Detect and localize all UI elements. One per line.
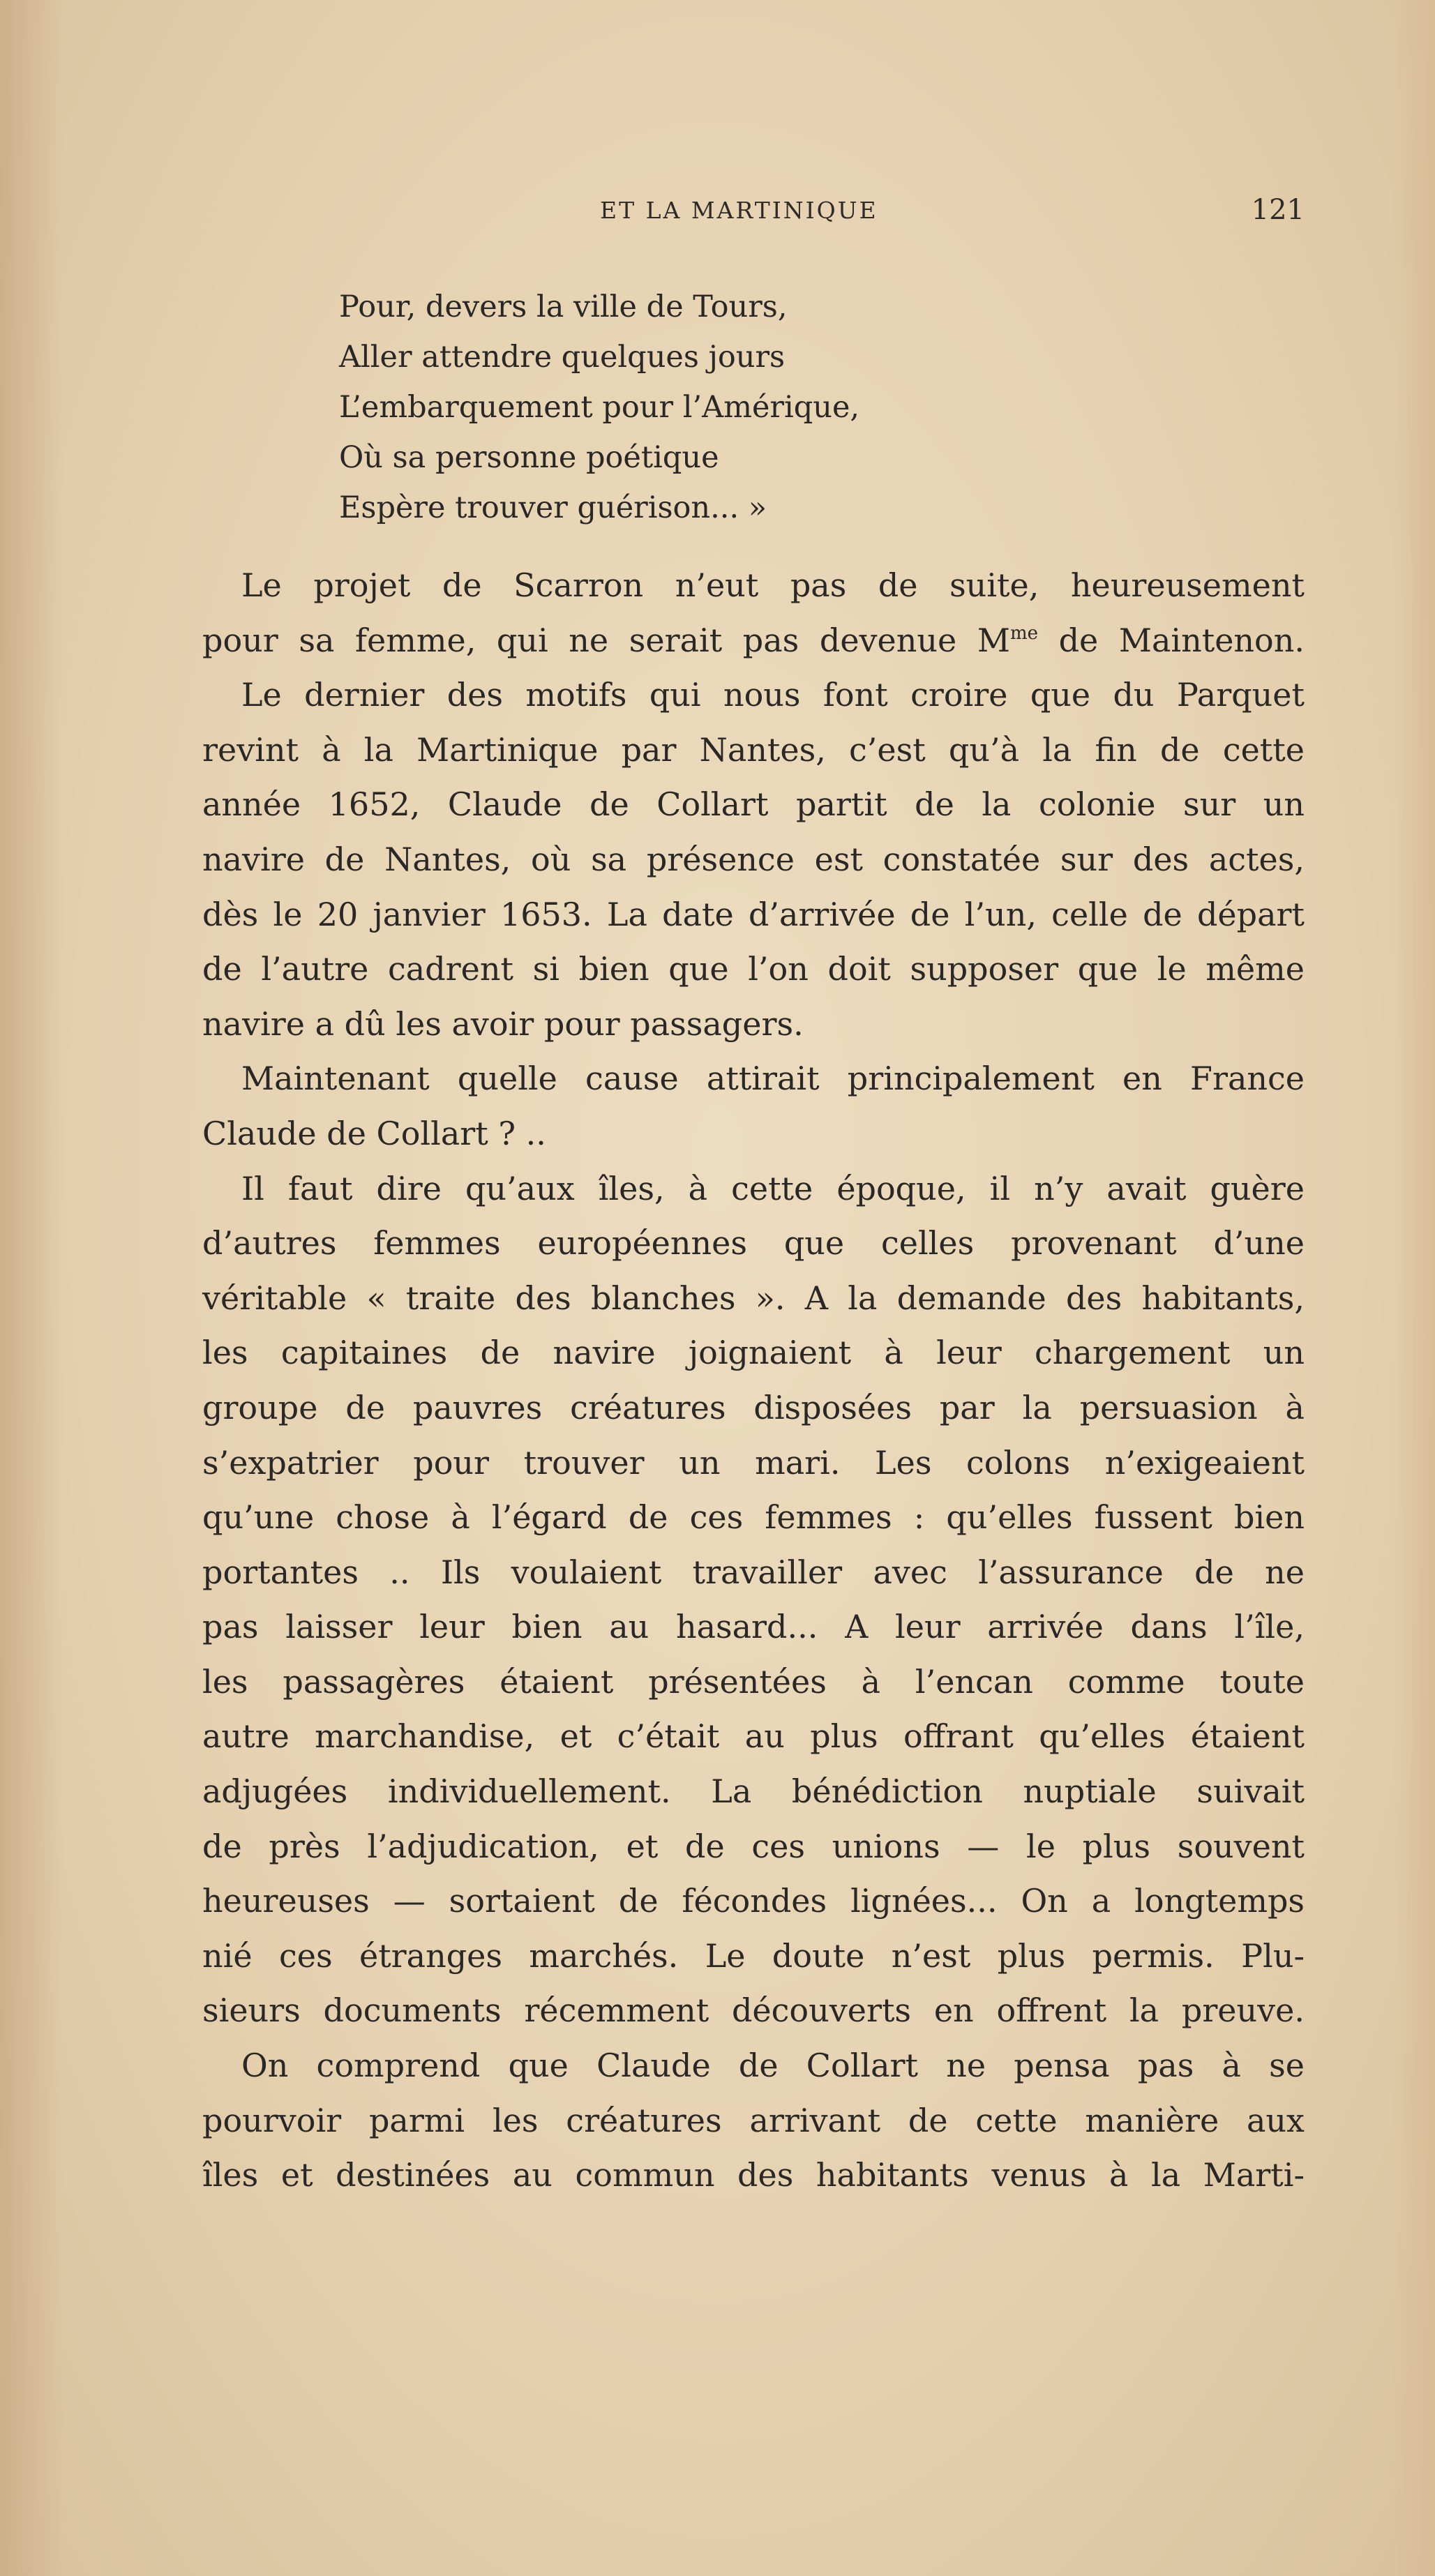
text-line: Le dernier des motifs qui nous font croire que du Parquet bbox=[241, 676, 1305, 714]
text-line: nié ces étranges marchés. Le doute n’est plus permis. Plu- bbox=[202, 1936, 1305, 1975]
text-line: On comprend que Claude de Collart ne pensa pas à se bbox=[241, 2047, 1305, 2085]
text-line: pas laisser leur bien au hasard... A leur arrivée dans l’île, bbox=[202, 1608, 1305, 1646]
page-edge-shadow-right bbox=[1393, 0, 1435, 2576]
text-line: heureuses — sortaient de fécondes lignées... On a longtemps bbox=[202, 1882, 1305, 1920]
text-line: Claude de Collart ? .. bbox=[202, 1114, 546, 1152]
text-line: pourvoir parmi les créatures arrivant de cette manière aux bbox=[202, 2101, 1305, 2139]
text-line: Il faut dire qu’aux îles, à cette époque, il n’y avait guère bbox=[241, 1169, 1305, 1207]
text-line: dès le 20 janvier 1653. La date d’arrivée de l’un, celle de départ bbox=[202, 895, 1305, 933]
verse-line: L’embarquement pour l’Amérique, bbox=[339, 390, 860, 425]
text-line bbox=[202, 613, 1305, 668]
text-line: qu’une chose à l’égard de ces femmes : qu’elles fussent bien bbox=[202, 1498, 1305, 1537]
text-line: îles et destinées au commun des habitants venus à la Marti- bbox=[202, 2156, 1305, 2194]
text-line: s’expatrier pour trouver un mari. Les colons n’exigeaient bbox=[202, 1443, 1305, 1482]
text-line: de près l’adjudication, et de ces unions — le plus souvent bbox=[202, 1827, 1305, 1865]
text-fragment: de Maintenon. bbox=[1037, 621, 1305, 659]
text-line: portantes .. Ils voulaient travailler avec l’assurance de ne bbox=[202, 1553, 1305, 1591]
verse-line: Pour, devers la ville de Tours, bbox=[339, 289, 788, 324]
text-line: revint à la Martinique par Nantes, c’est qu’à la fin de cette bbox=[202, 730, 1305, 769]
text-line: navire a dû les avoir pour passagers. bbox=[202, 1004, 804, 1043]
page-header bbox=[195, 194, 1305, 236]
text-line: Maintenant quelle cause attirait principalement en France bbox=[241, 1060, 1305, 1098]
body-text bbox=[202, 558, 1305, 2203]
text-line: navire de Nantes, où sa présence est constatée sur des actes, bbox=[202, 840, 1305, 878]
verse-quotation bbox=[339, 282, 1246, 533]
text-line: groupe de pauvres créatures disposées par la persuasion à bbox=[202, 1388, 1305, 1426]
text-line: d’autres femmes européennes que celles provenant d’une bbox=[202, 1224, 1305, 1263]
text-line: année 1652, Claude de Collart partit de la colonie sur un bbox=[202, 785, 1305, 824]
text-line: les passagères étaient présentées à l’encan comme toute bbox=[202, 1662, 1305, 1701]
superscript: me bbox=[1009, 622, 1038, 644]
text-line: Le projet de Scarron n’eut pas de suite, heureusement bbox=[241, 566, 1305, 604]
text-fragment: pour sa femme, qui ne serait pas devenue M bbox=[202, 621, 1010, 659]
verse-line: Où sa personne poétique bbox=[339, 440, 719, 475]
text-line: adjugées individuellement. La bénédiction nuptiale suivait bbox=[202, 1772, 1305, 1811]
running-title: ET LA MARTINIQUE bbox=[600, 197, 878, 224]
verse-line: Aller attendre quelques jours bbox=[339, 340, 786, 375]
text-line: de l’autre cadrent si bien que l’on doit supposer que le même bbox=[202, 950, 1305, 988]
text-line: les capitaines de navire joignaient à leur chargement un bbox=[202, 1334, 1305, 1372]
text-line: autre marchandise, et c’était au plus offrant qu’elles étaient bbox=[202, 1717, 1305, 1756]
verse-line: Espère trouver guérison... » bbox=[339, 490, 767, 525]
page-edge-shadow-left bbox=[0, 0, 63, 2576]
text-line: sieurs documents récemment découverts en offrent la preuve. bbox=[202, 1991, 1305, 2030]
page-number: 121 bbox=[1251, 194, 1305, 226]
text-line: véritable « traite des blanches ». A la demande des habitants, bbox=[202, 1279, 1305, 1317]
